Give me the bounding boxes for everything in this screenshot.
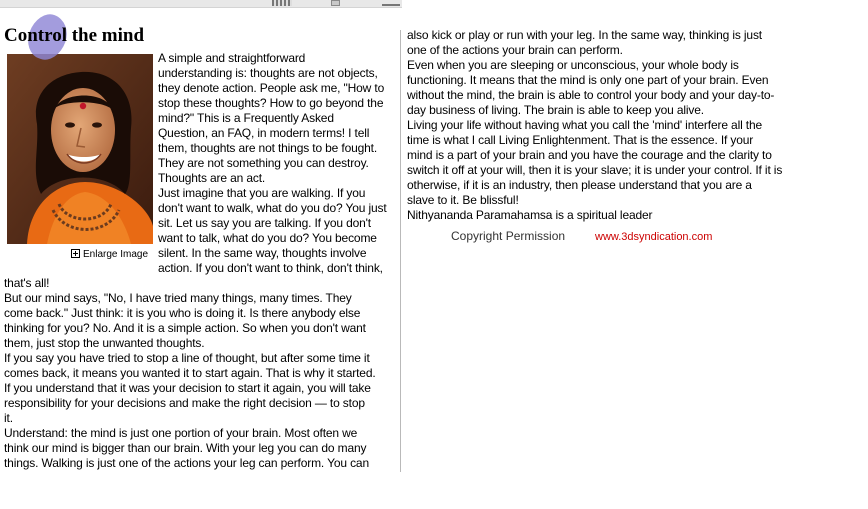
body-line: Thoughts are an act. [158,171,266,185]
body-line: But our mind says, "No, I have tried many things, many times. They [4,291,352,305]
enlarge-image-label: Enlarge Image [83,249,149,260]
body-line: thinking for you? No. And it is a simple action. So when you don't want [4,321,366,335]
body-line: stop these thoughts? How to go beyond the [158,96,384,110]
body-line: They are not something you can destroy. [158,156,369,170]
author-photo [7,54,153,244]
enlarge-image-link[interactable] [71,249,148,260]
body-line: come back." Just think: it is you who is doing it. Is there anybody else [4,306,361,320]
body-line: switch it off at your will, then it is your slave; it is under your control. If it is [407,163,783,177]
body-line: them, thoughts are not things to be fought. [158,141,378,155]
body-line: Question, an FAQ, in modern terms! I tell [158,126,370,140]
body-line: without the mind, the brain is able to control your body and your day-to- [407,88,775,102]
body-line: that's all! [4,276,50,290]
plus-icon [71,249,80,258]
body-line: time is what I call Living Enlightenment. That is the essence. If your [407,133,754,147]
column-divider [400,30,401,472]
share-icon[interactable] [382,0,400,6]
body-line: sit. Let us say you are talking. If you don't [158,216,371,230]
author-photo-illustration [7,54,153,244]
body-line: If you say you have tried to stop a line of thought, but after some time it [4,351,370,365]
body-line: think our mind is bigger than our brain. With your leg you can do many [4,441,367,455]
body-line: otherwise, if it is an industry, then please understand that you are a [407,178,752,192]
syndication-link[interactable]: www.3dsyndication.com [595,231,713,243]
body-line: they denote action. People ask me, "How to [158,81,385,95]
body-line: Understand: the mind is just one portion of your brain. Most often we [4,426,358,440]
body-line: mind?" This is a Frequently Asked [158,111,334,125]
body-line: one of the actions your brain can perform. [407,43,623,57]
article-toolbar [0,0,402,8]
body-line: Just imagine that you are walking. If you [158,186,366,200]
article-title: Control the mind [4,25,145,46]
body-line: understanding is: thoughts are not objects, [158,66,378,80]
body-line: it. [4,411,13,425]
body-line: If you understand that it was your decision to start it again, you will take [4,381,371,395]
body-line: them, just stop the unwanted thoughts. [4,336,205,350]
body-line: also kick or play or run with your leg. In the same way, thinking is just [407,28,762,42]
body-line: don't want to walk, what do you do? You just [158,201,387,215]
body-line: mind is a part of your brain and you have the courage and the clarity to [407,148,772,162]
email-icon[interactable] [331,0,340,6]
body-line: Even when you are sleeping or unconscious, your whole body is [407,58,739,72]
body-line: comes back, it means you wanted it to start again. That is why it started. [4,366,376,380]
body-line: things. Walking is just one of the actions your leg can perform. You can [4,456,369,470]
body-line: slave to it. Be blissful! [407,193,519,207]
body-line: silent. In the same way, thoughts involve [158,246,367,260]
body-line: functioning. It means that the mind is only one part of your brain. Even [407,73,769,87]
copyright-permission-label: Copyright Permission [451,229,566,243]
body-line: Living your life without having what you call the 'mind' interfere all the [407,118,763,132]
body-line: day business of living. The brain is able to keep you alive. [407,103,704,117]
print-icon[interactable] [272,0,292,6]
body-line: responsibility for your decisions and make the right decision — to stop [4,396,365,410]
body-line: want to talk, what do you do? You become [158,231,377,245]
body-line: A simple and straightforward [158,51,306,65]
body-line: action. If you don't want to think, don't think, [158,261,383,275]
author-byline: Nithyananda Paramahamsa is a spiritual leader [407,208,653,222]
